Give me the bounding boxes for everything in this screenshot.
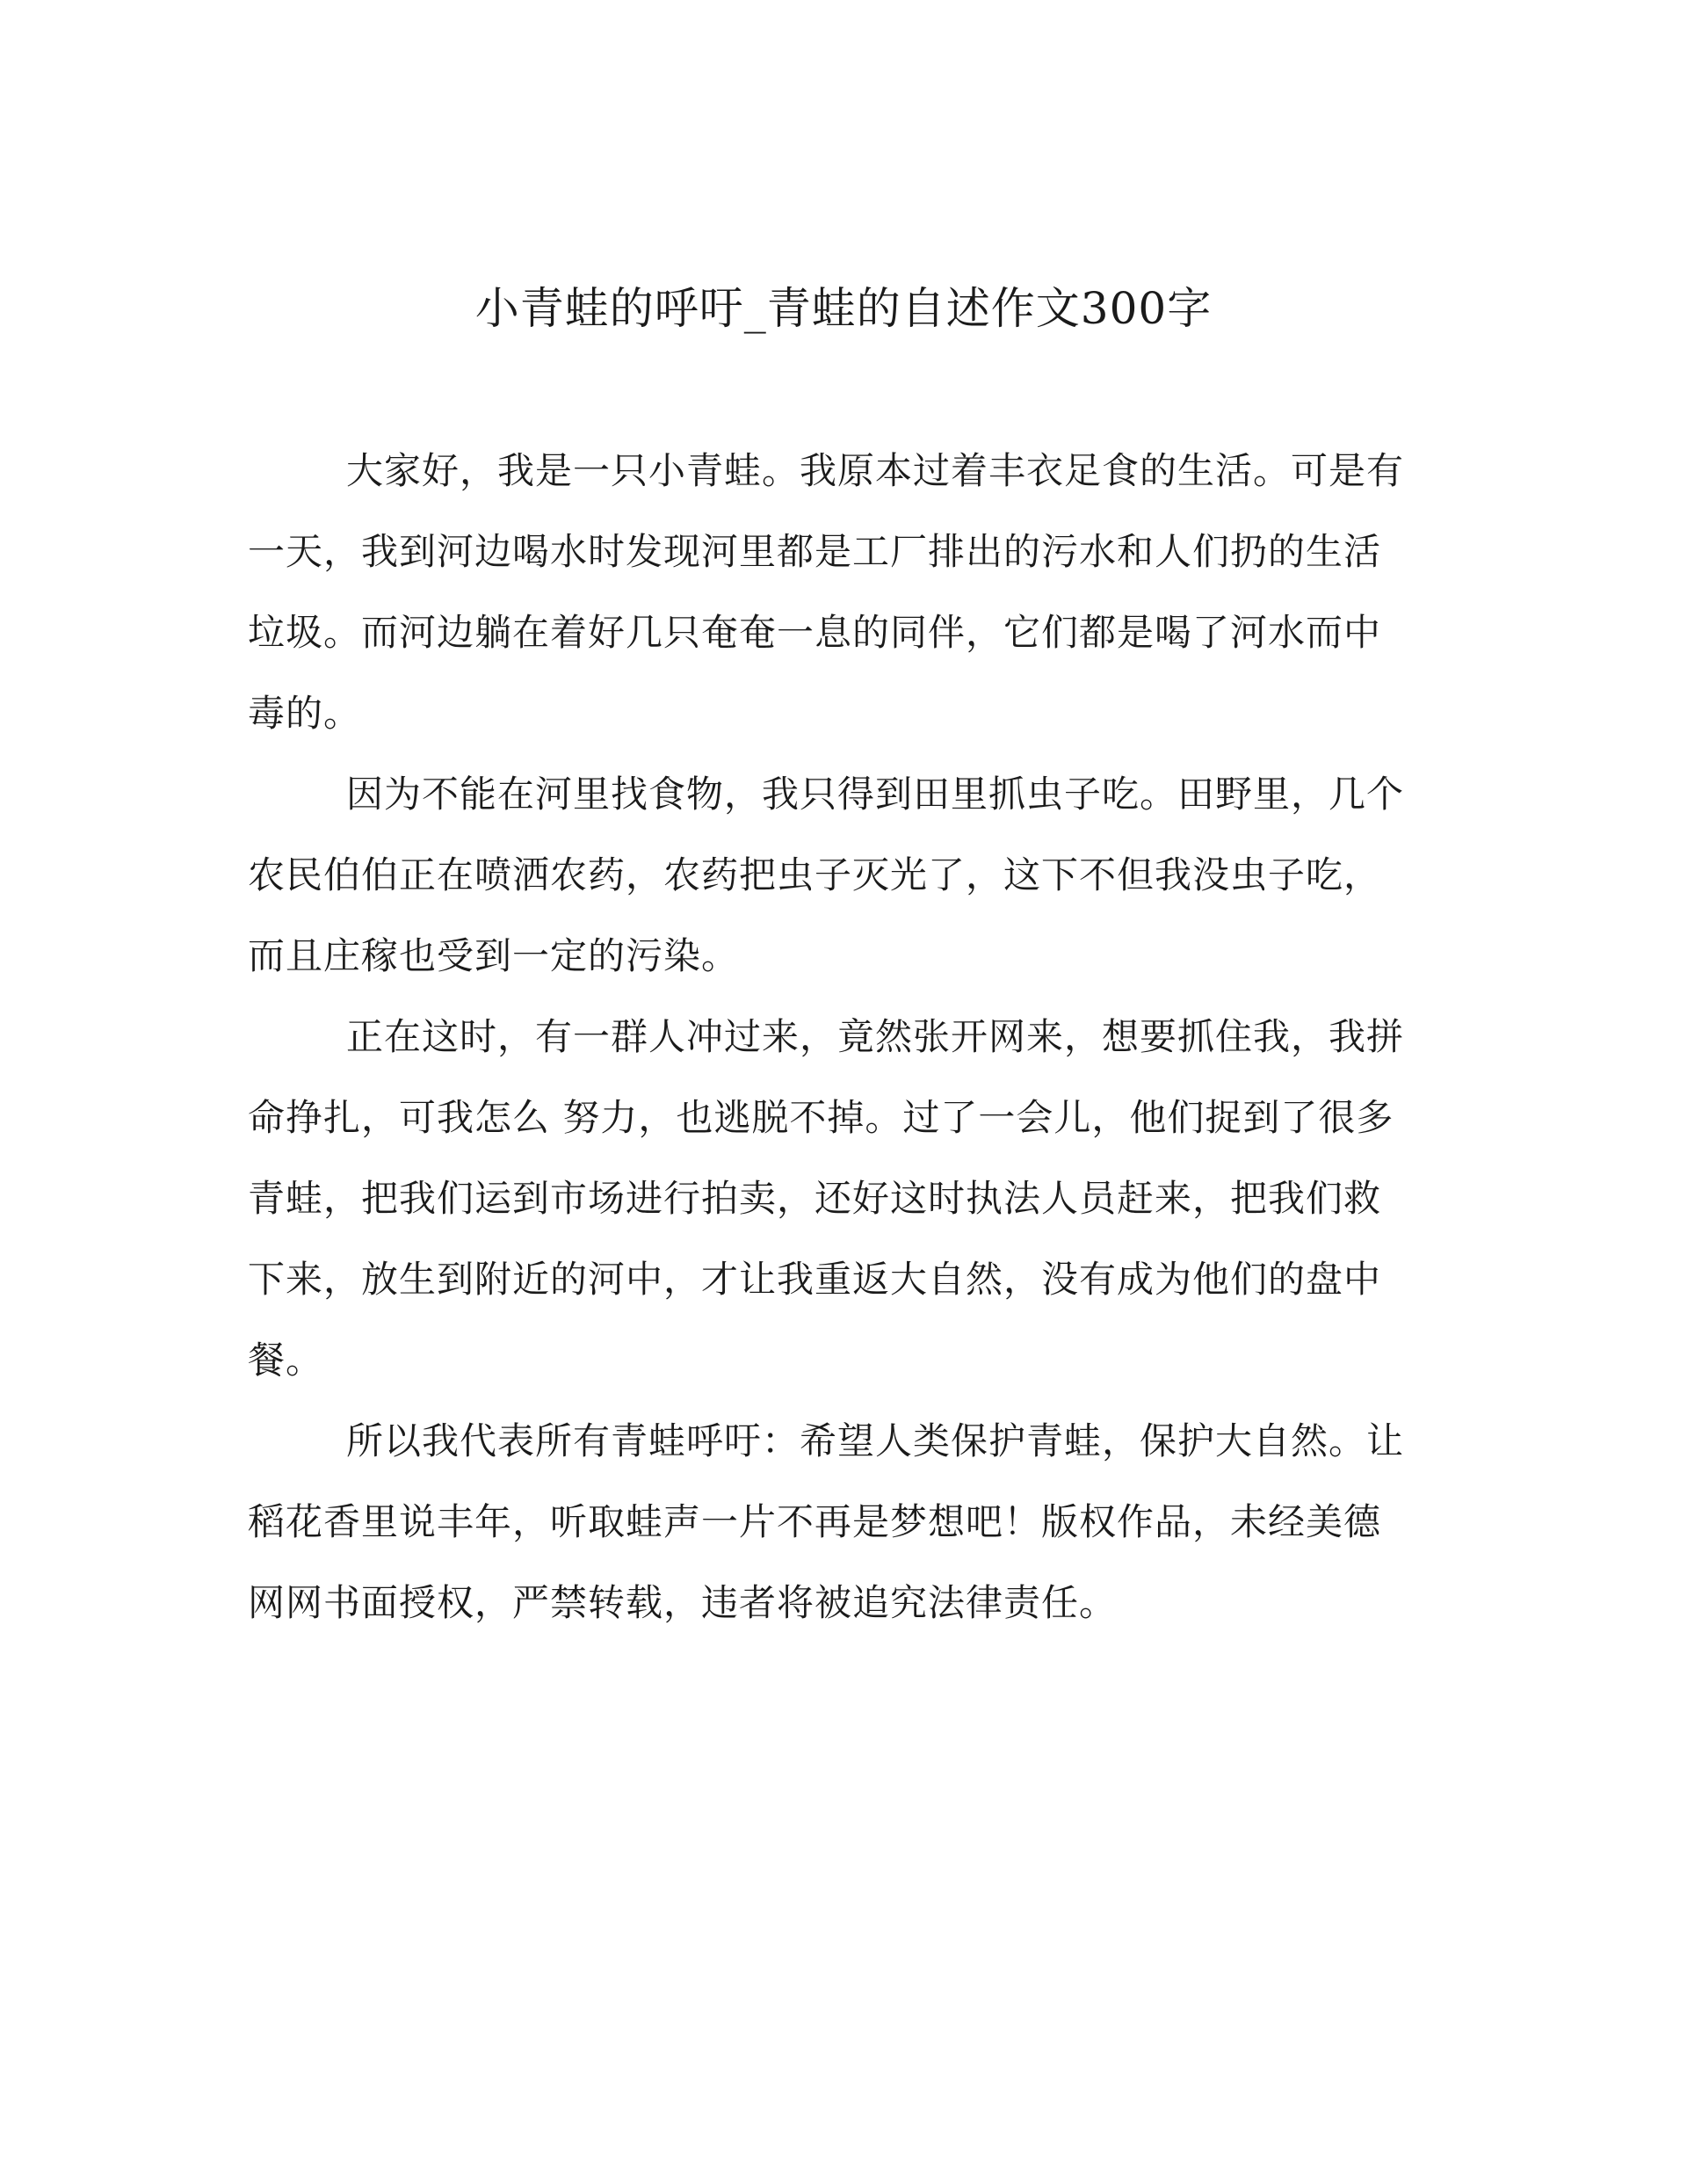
paragraph <box>248 997 1429 1401</box>
paragraph-line: 垃圾。而河边躺在着好几只奄奄一息的同伴，它们都是喝了河水而中 <box>248 611 1382 654</box>
paragraph-line: 青蛙，把我们运到市场进行拍卖，还好这时执法人员赶来，把我们救 <box>248 1177 1382 1220</box>
article-body <box>248 431 1429 1643</box>
paragraph <box>248 431 1429 754</box>
paragraph-line: 毒的。 <box>248 692 362 735</box>
paragraph-line: 命挣扎，可我怎么 努力，也逃脱不掉。过了一会儿，他们捉到了很多 <box>248 1096 1394 1139</box>
paragraph-line: 所以我代表所有青蛙呼吁：希望人类保护青蛙，保护大自然。让 <box>346 1419 1405 1462</box>
paragraph <box>248 754 1429 997</box>
page-title: 小青蛙的呼吁_青蛙的自述作文300字 <box>474 283 1213 334</box>
paragraph-line: 网网书面授权，严禁转载，违者将被追究法律责任。 <box>248 1581 1118 1624</box>
paragraph-line: 餐。 <box>248 1339 324 1382</box>
paragraph-line: 一天，我到河边喝水时发现河里都是工厂排出的污水和人们扔的生活 <box>248 530 1382 573</box>
paragraph-line: 而且庄稼也受到一定的污染。 <box>248 934 740 977</box>
paragraph-line: 稻花香里说丰年，听取蛙声一片不再是梦想吧！版权作品，未经美德 <box>248 1500 1382 1543</box>
paragraph-line: 下来，放生到附近的河中，才让我重返大自然，没有成为他们的盘中 <box>248 1258 1382 1301</box>
paragraph-line: 农民伯伯正在喷洒农药，农药把虫子灭光了，这下不但我没虫子吃， <box>248 853 1382 896</box>
paragraph-line: 大家好，我是一只小青蛙。我原本过着丰衣足食的生活。可是有 <box>346 449 1405 492</box>
paragraph <box>248 1401 1429 1643</box>
paragraph-line: 因为不能在河里找食物，我只得到田里抓虫子吃。田野里，几个 <box>346 773 1405 816</box>
paragraph-line: 正在这时，有一群人冲过来，竟然张开网来，想要抓住我，我拼 <box>346 1015 1405 1058</box>
